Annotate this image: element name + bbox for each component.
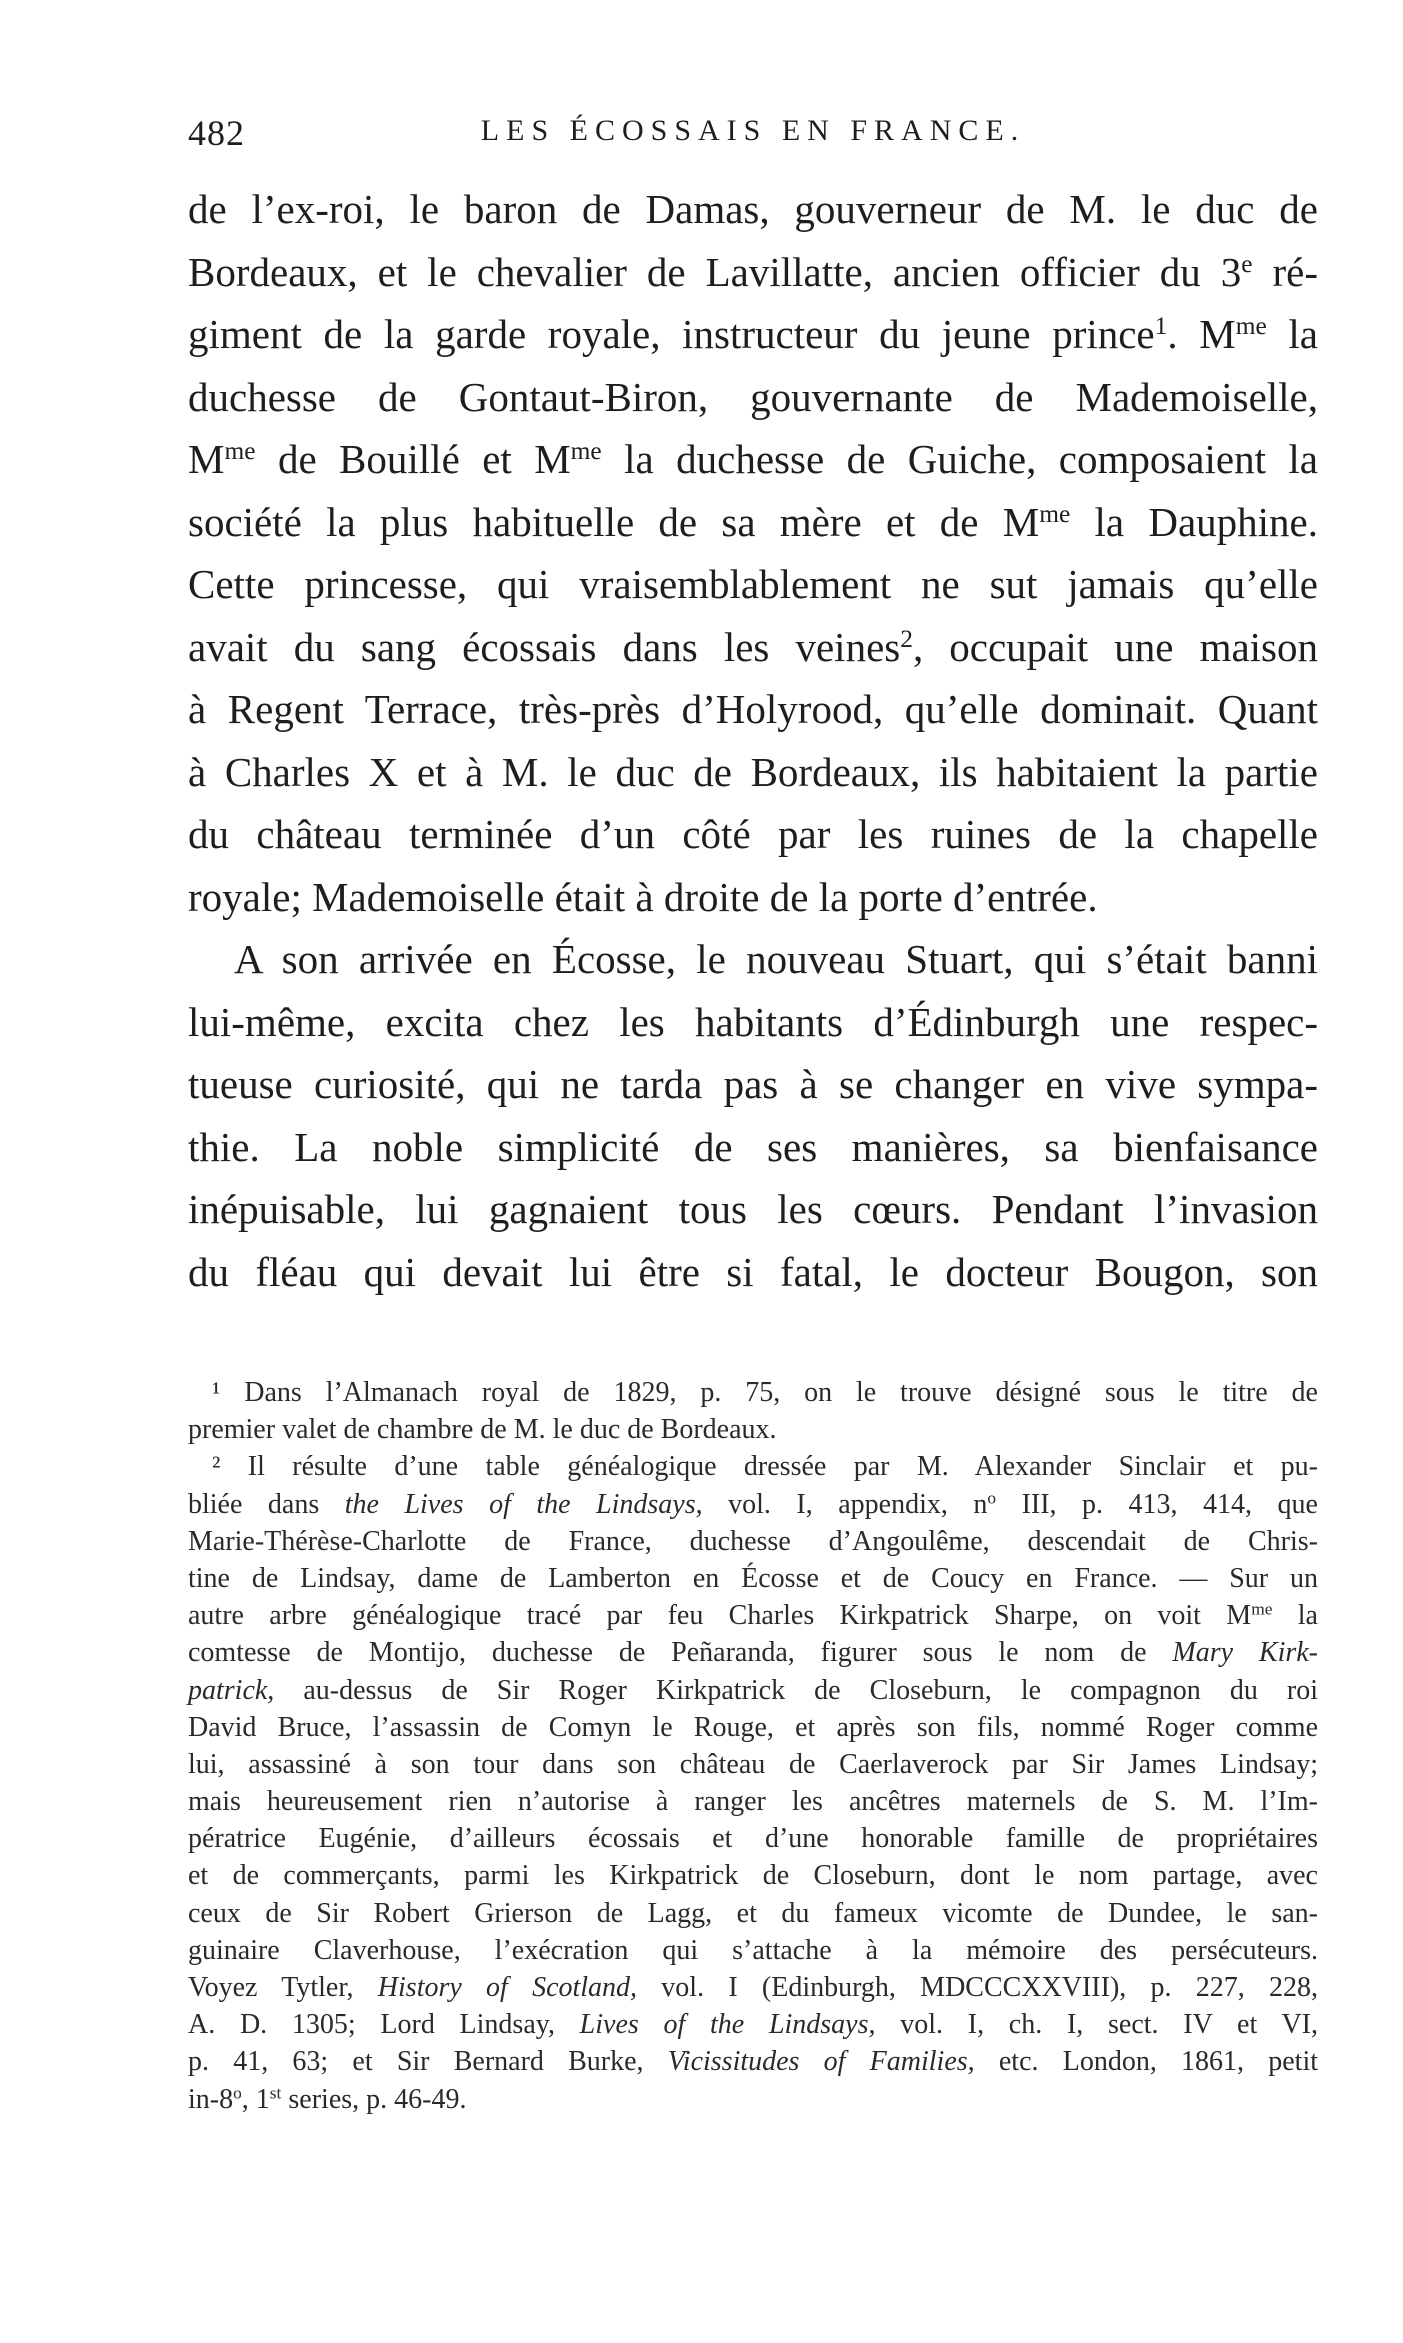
footnote-2-line-7: patrick, au-dessus de Sir Roger Kirkpatrick de Closeburn, le compagnon du roi [188, 1674, 1318, 1706]
body-line-9: à Regent Terrace, très-près d’Holyrood, qu’elle dominait. Quant [188, 686, 1318, 732]
body-line-2: Bordeaux, et le chevalier de Lavillatte, ancien officier du 3e ré- [188, 248, 1318, 295]
footnote-2-line-3: Marie-Thérèse-Charlotte de France, duchesse d’Angoulême, descendait de Chris- [188, 1525, 1318, 1557]
footnote-2-line-17: p. 41, 63; et Sir Bernard Burke, Vicissitudes of Families, etc. London, 1861, petit [188, 2046, 1319, 2078]
body-line-14: lui-même, excita chez les habitants d’Édinburgh une respec- [188, 998, 1318, 1045]
footnote-2-line-5: autre arbre généalogique tracé par feu Charles Kirkpatrick Sharpe, on voit $M^{me}$ la [188, 1599, 1318, 1632]
footnote-2-line-12: et de commerçants, parmi les Kirkpatrick de Closeburn, dont le nom partage, avec [188, 1860, 1318, 1892]
body-line-16: thie. La noble simplicité de ses manières, sa bienfaisance [188, 1123, 1318, 1170]
footnote-2-line-14: guinaire Claverhouse, l’exécration qui s’attache à la mémoire des persécuteurs. [188, 1934, 1318, 1966]
footnote-1-line-1: ¹ Dans l’Almanach royal de 1829, p. 75, on le trouve désigné sous le titre de [212, 1377, 1318, 1408]
footnote-ref-1: 1 [1154, 312, 1168, 341]
body-line-10: à Charles X et à M. le duc de Bordeaux, ils habitaient la partie [188, 748, 1318, 795]
body-line-1: de l’ex-roi, le baron de Damas, gouverneur de M. le duc de [188, 186, 1318, 232]
footnote-2-line-18: in-8$^o$, 1st series, p. 46-49. [188, 2083, 467, 2115]
body-line-7: Cette princesse, qui vraisemblablement ne sut jamais qu’elle [188, 561, 1318, 607]
footnote-2-line-10: mais heureusement rien n’autorise à ranger les ancêtres maternels de S. M. l’Im- [188, 1786, 1318, 1818]
body-line-13: A son arrivée en Écosse, le nouveau Stuart, qui s’était banni [234, 936, 1318, 982]
running-title: LES ÉCOSSAIS EN FRANCE. [480, 114, 1026, 147]
body-line-6: société la plus habituelle de sa mère et de $M^{me}$ la Dauphine. [188, 498, 1318, 545]
footnote-1-marker: ¹ [212, 1377, 221, 1408]
body-line-12: royale; Mademoiselle était à droite de la porte d’entrée. [188, 873, 1098, 920]
footnotes [188, 1374, 1318, 2118]
body-line-18: du fléau qui devait lui être si fatal, le docteur Bougon, son [188, 1248, 1318, 1295]
page-header [188, 112, 1318, 162]
footnote-2-line-1: ² Il résulte d’une table généalogique dressée par M. Alexander Sinclair et pu- [212, 1451, 1318, 1483]
body-line-4: duchesse de Gontaut-Biron, gouvernante de Mademoiselle, [188, 373, 1318, 420]
body-line-5: $M^{me}$ de Bouillé et $M^{me}$ la duchesse de Guiche, composaient la [188, 436, 1318, 482]
footnote-2-line-11: pératrice Eugénie, d’ailleurs écossais et d’une honorable famille de propriétaires [188, 1823, 1318, 1855]
body-line-11: du château terminée d’un côté par les ruines de la chapelle [188, 811, 1318, 857]
body-line-8: avait du sang écossais dans les veines$^2$, occupait une maison [188, 623, 1318, 670]
footnote-2-line-4: tine de Lindsay, dame de Lamberton en Écosse et de Coucy en France. — Sur un [188, 1562, 1318, 1594]
footnote-1-line-2: premier valet de chambre de M. le duc de Bordeaux. [188, 1414, 777, 1446]
footnote-2-line-2: bliée dans the Lives of the Lindsays, vol. I, appendix, $n^o$ III, p. 413, 414, que [188, 1488, 1318, 1520]
footnote-2-marker: ² [212, 1451, 221, 1483]
footnote-2-line-15: Voyez Tytler, History of Scotland, vol. I (Edinburgh, MDCCCXXVIII), p. 227, 228, [188, 1972, 1319, 2003]
footnote-2-line-8: David Bruce, l’assassin de Comyn le Rouge, et après son fils, nommé Roger comme [188, 1711, 1318, 1743]
footnote-2-line-6: comtesse de Montijo, duchesse de Peñaranda, figurer sous le nom de Mary Kirk- [188, 1637, 1318, 1669]
body-line-17: inépuisable, lui gagnaient tous les cœurs. Pendant l’invasion [188, 1186, 1318, 1232]
page-number: 482 [188, 113, 245, 153]
body-line-15: tueuse curiosité, qui ne tarda pas à se changer en vive sympa- [188, 1061, 1318, 1107]
footnote-ref-2: 2 [900, 624, 913, 653]
main-text [188, 178, 1318, 1303]
footnote-2-line-16: A. D. 1305; Lord Lindsay, Lives of the Lindsays, vol. I, ch. I, sect. IV et VI, [188, 2009, 1318, 2041]
footnote-2-line-9: lui, assassiné à son tour dans son château de Caerlaverock par Sir James Lindsay; [188, 1748, 1318, 1780]
footnote-2-line-13: ceux de Sir Robert Grierson de Lagg, et du fameux vicomte de Dundee, le san- [188, 1897, 1318, 1929]
body-line-3: giment de la garde royale, instructeur du jeune prince$^1$. $M^{me}$ la [188, 311, 1318, 357]
